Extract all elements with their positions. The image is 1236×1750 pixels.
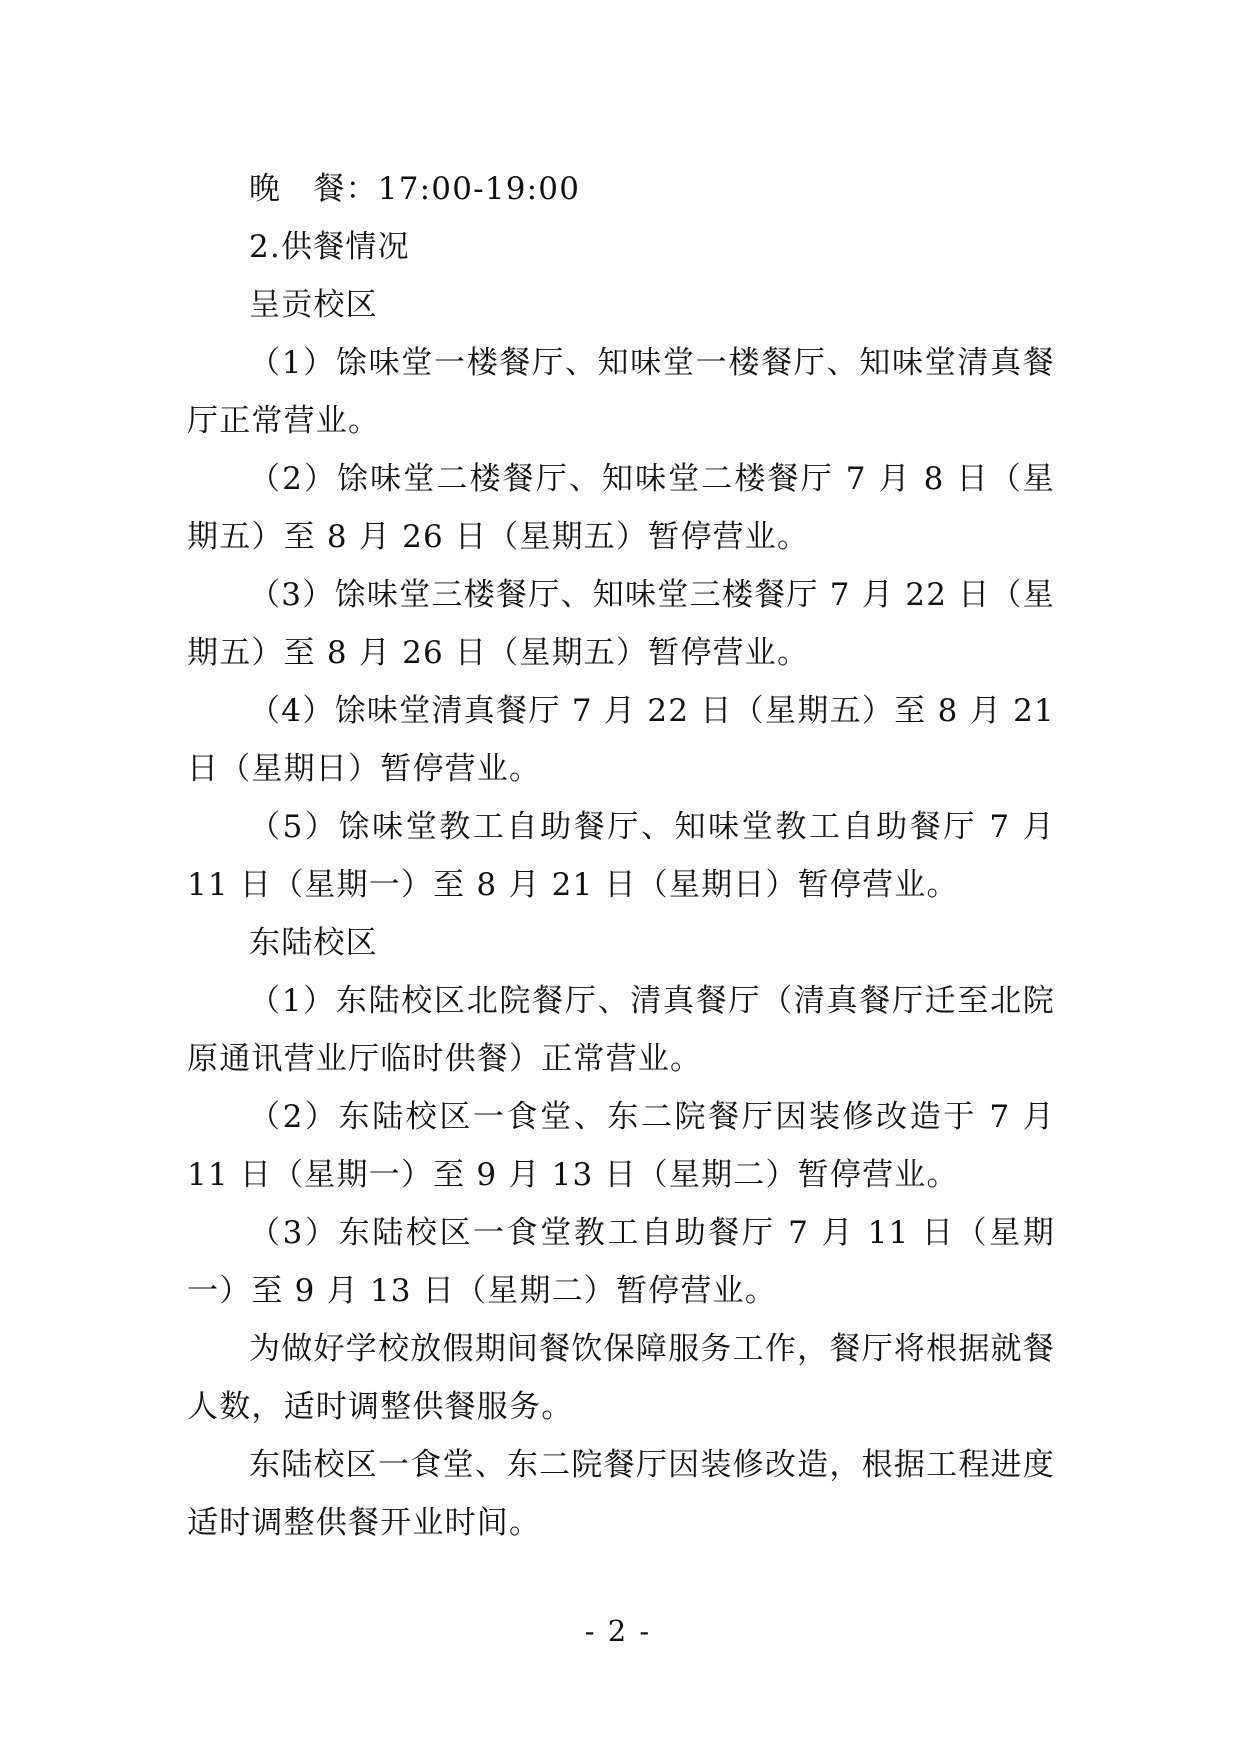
chenggong-item-1: （1）馀味堂一楼餐厅、知味堂一楼餐厅、知味堂清真餐厅正常营业。 [187, 345, 1055, 439]
campus-heading-donglu: 东陆校区 [249, 925, 378, 961]
renovation-note: 东陆校区一食堂、东二院餐厅因装修改造，根据工程进度适时调整供餐开业时间。 [187, 1447, 1055, 1541]
dinner-time-line: 晚 餐：17:00-19:00 [249, 171, 581, 207]
donglu-item-2: （2）东陆校区一食堂、东二院餐厅因装修改造于 7 月 11 日（星期一）至 9 月 13 日（星期二）暂停营业。 [187, 1099, 1055, 1193]
chenggong-item-2: （2）馀味堂二楼餐厅、知味堂二楼餐厅 7 月 8 日（星期五）至 8 月 26 日（星期五）暂停营业。 [187, 461, 1055, 555]
section-heading-meal-service: 2.供餐情况 [249, 229, 410, 265]
page-number: - 2 - [584, 1614, 652, 1648]
campus-heading-chenggong: 呈贡校区 [249, 287, 378, 323]
chenggong-item-4: （4）馀味堂清真餐厅 7 月 22 日（星期五）至 8 月 21 日（星期日）暂停营业。 [187, 693, 1055, 787]
document-body [187, 160, 1055, 1552]
chenggong-item-5: （5）馀味堂教工自助餐厅、知味堂教工自助餐厅 7 月 11 日（星期一）至 8 月 21 日（星期日）暂停营业。 [187, 809, 1055, 903]
chenggong-item-3: （3）馀味堂三楼餐厅、知味堂三楼餐厅 7 月 22 日（星期五）至 8 月 26 日（星期五）暂停营业。 [187, 577, 1055, 671]
donglu-item-1: （1）东陆校区北院餐厅、清真餐厅（清真餐厅迁至北院原通讯营业厅临时供餐）正常营业。 [187, 983, 1055, 1077]
service-adjustment-note: 为做好学校放假期间餐饮保障服务工作，餐厅将根据就餐人数，适时调整供餐服务。 [187, 1331, 1055, 1425]
donglu-item-3: （3）东陆校区一食堂教工自助餐厅 7 月 11 日（星期一）至 9 月 13 日（星期二）暂停营业。 [187, 1215, 1055, 1309]
